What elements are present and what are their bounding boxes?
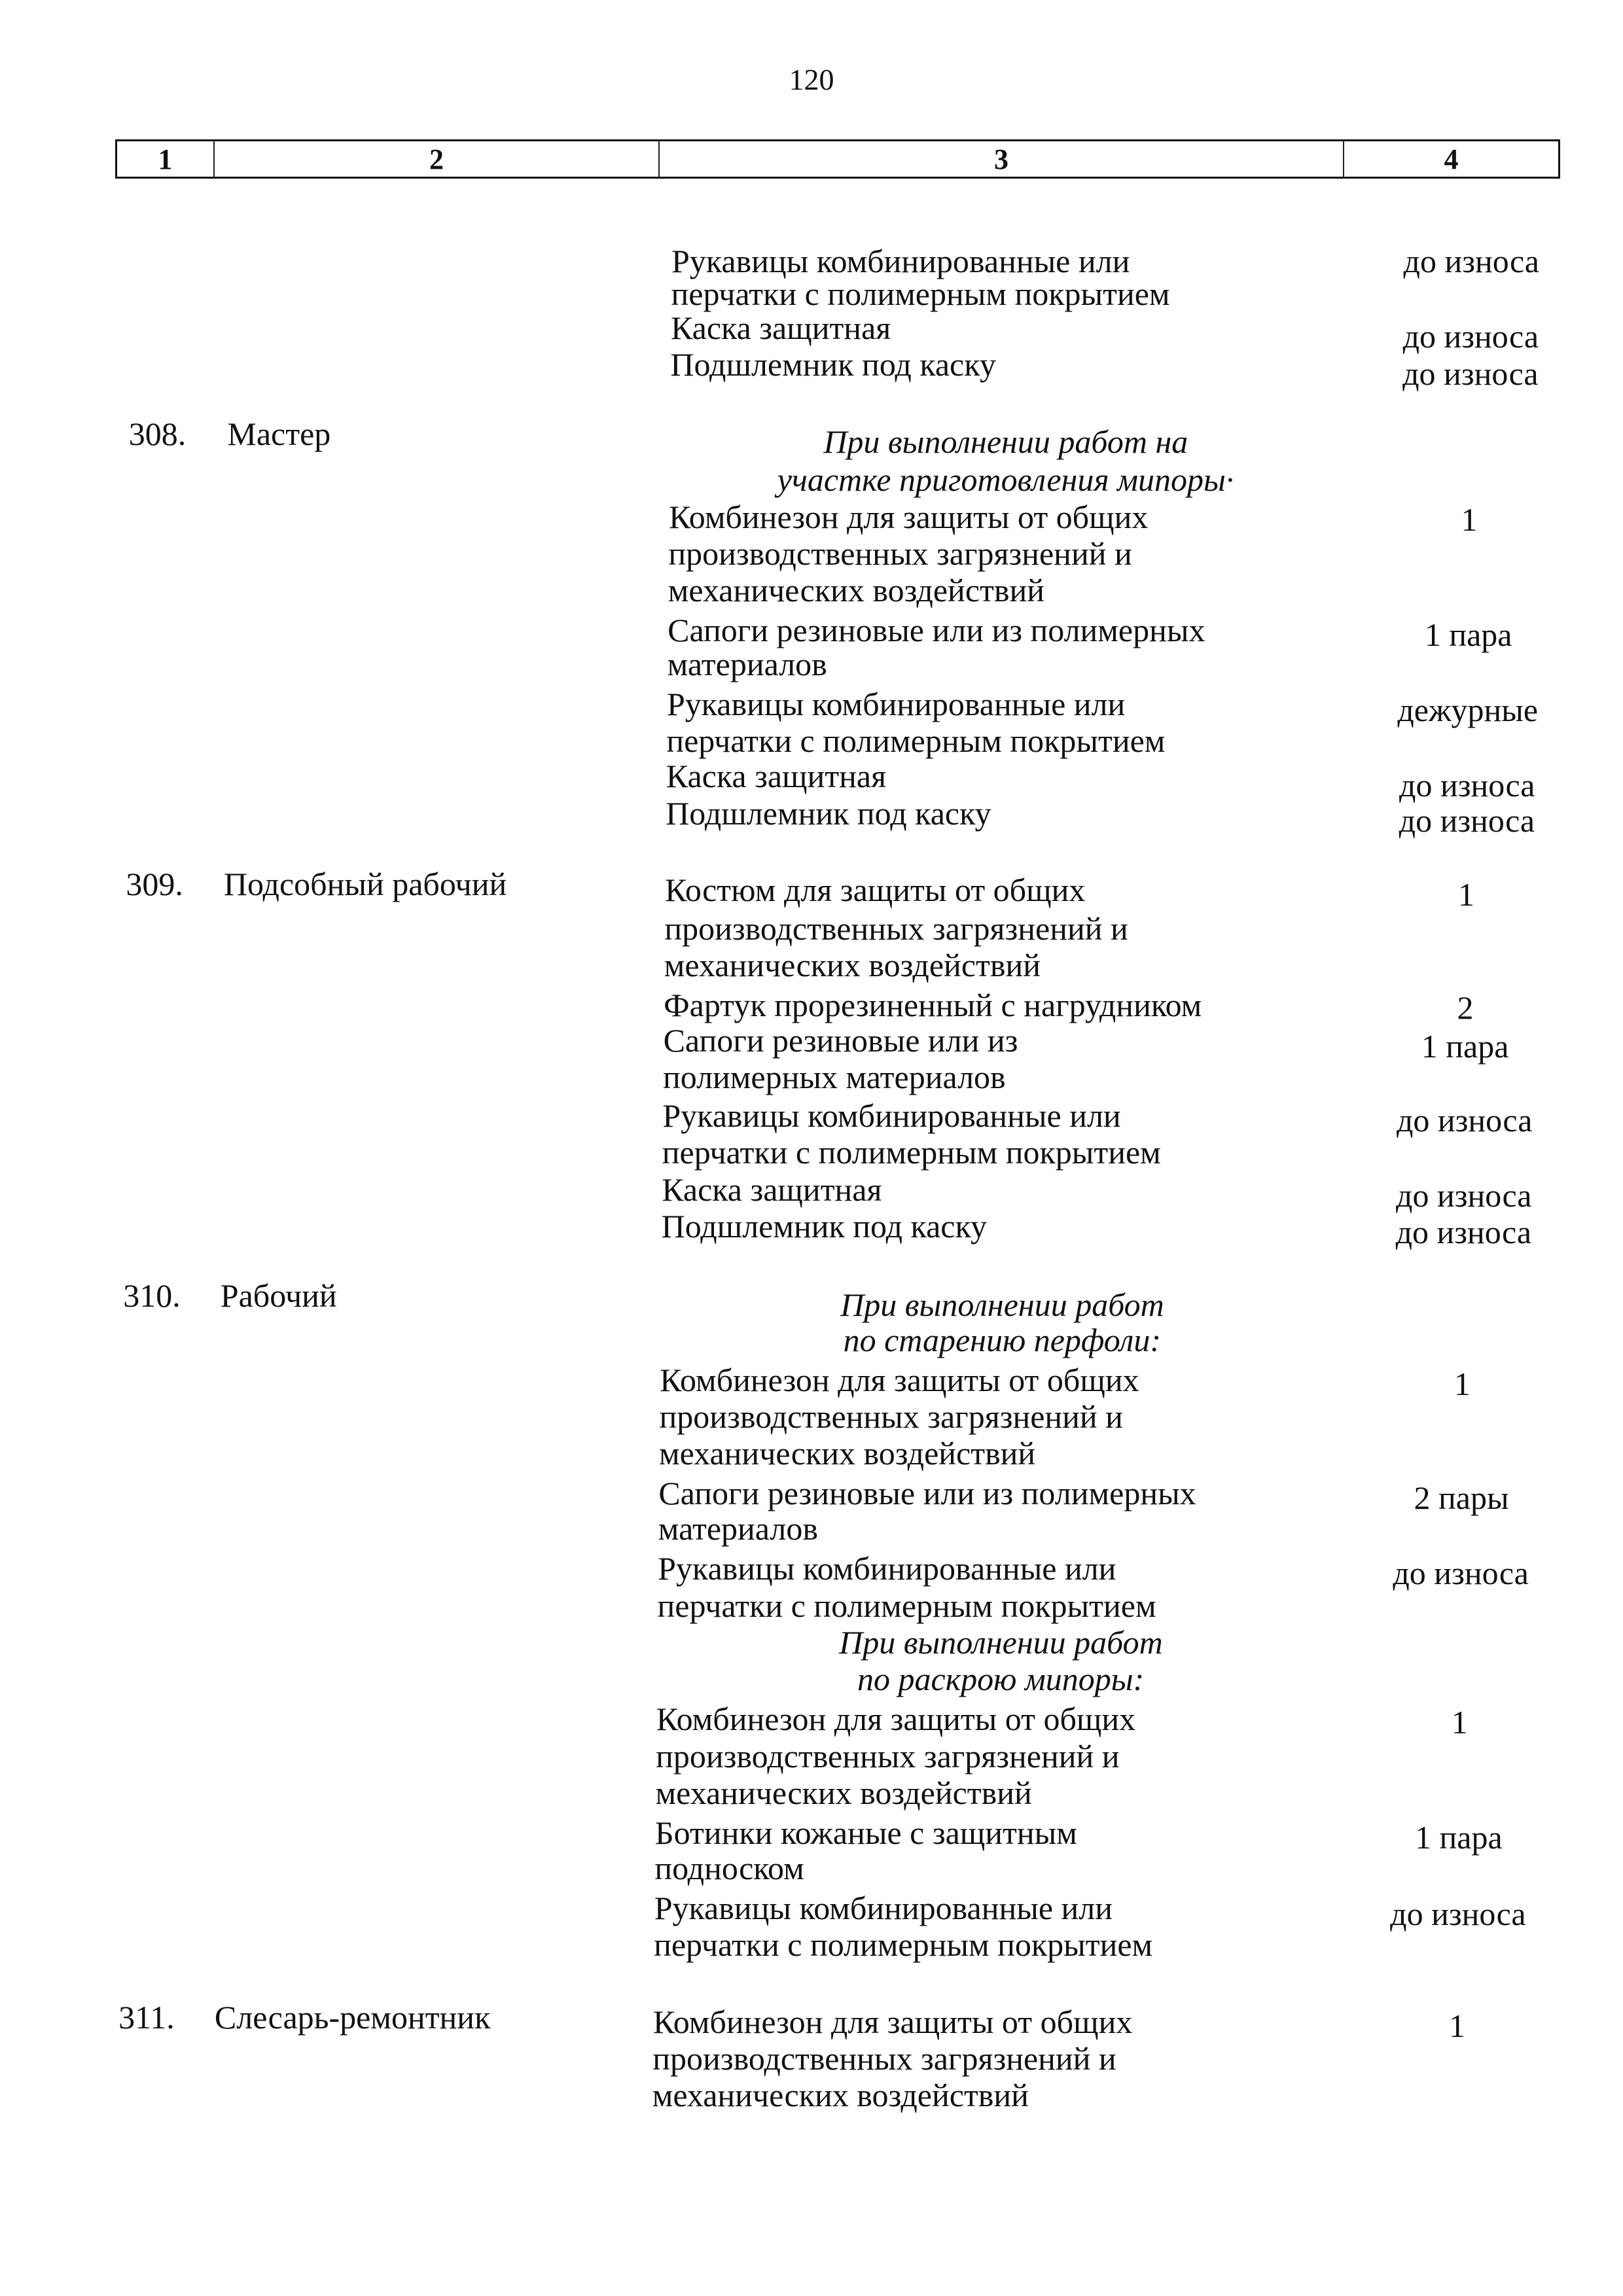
ppe-item-line: Комбинезон для защиты от общих xyxy=(652,2003,1133,2040)
header-col-1: 1 xyxy=(117,141,215,177)
header-col-4: 4 xyxy=(1444,143,1459,175)
ppe-quantity: до износа xyxy=(1395,1214,1532,1251)
ppe-item-line: Сапоги резиновые или из полимерных xyxy=(668,612,1205,649)
ppe-item-line: Каска защитная xyxy=(666,758,887,795)
header-col-3: 3 xyxy=(660,141,1344,177)
ppe-quantity: 1 xyxy=(1454,1366,1471,1403)
ppe-item-line: Рукавицы комбинированные или xyxy=(662,1097,1121,1135)
ppe-item-line: Каска защитная xyxy=(670,309,891,346)
ppe-quantity: 1 xyxy=(1457,875,1474,913)
ppe-item-line: Подшлемник под каску xyxy=(666,794,991,832)
work-condition: При выполнении работ xyxy=(839,1624,1163,1661)
ppe-item-line: механических воздействий xyxy=(668,572,1044,609)
ppe-item-line: полимерных материалов xyxy=(662,1059,1006,1096)
table-header xyxy=(115,139,1560,179)
ppe-item-line: производственных загрязнений и xyxy=(659,1398,1123,1436)
ppe-item-line: производственных загрязнений и xyxy=(652,2040,1116,2077)
ppe-item-line: Комбинезон для защиты от общих xyxy=(660,1361,1139,1398)
ppe-item-line: Сапоги резиновые или из xyxy=(663,1022,1018,1059)
ppe-item-line: механических воздействий xyxy=(658,1435,1036,1472)
ppe-item-line: Рукавицы комбинированные или xyxy=(671,243,1130,280)
ppe-quantity: 1 xyxy=(1461,501,1478,538)
work-condition: участке приготовления мипоры· xyxy=(777,461,1234,499)
ppe-item-line: производственных загрязнений и xyxy=(656,1737,1120,1775)
page-number: 120 xyxy=(789,63,834,96)
ppe-quantity: 2 xyxy=(1457,989,1474,1027)
ppe-item-line: Рукавицы комбинированные или xyxy=(658,1550,1116,1587)
ppe-item-line: производственных загрязнений и xyxy=(668,535,1132,572)
row-number: 310. xyxy=(123,1277,181,1315)
ppe-quantity: 1 xyxy=(1451,1703,1468,1740)
ppe-quantity: 1 пара xyxy=(1424,616,1512,653)
ppe-item-line: Рукавицы комбинированные или xyxy=(666,685,1126,722)
ppe-item-line: перчатки с полимерным покрытием xyxy=(657,1587,1156,1624)
row-number: 308. xyxy=(128,415,187,453)
ppe-item-line: Подшлемник под каску xyxy=(670,346,996,383)
ppe-quantity: дежурные xyxy=(1397,691,1539,728)
row-number: 311. xyxy=(118,1998,175,2036)
ppe-quantity: до износа xyxy=(1390,1895,1526,1932)
ppe-item-line: Сапоги резиновые или из полимерных xyxy=(658,1475,1196,1512)
ppe-item-line: Комбинезон для защиты от общих xyxy=(656,1701,1136,1738)
ppe-item-line: Рукавицы комбинированные или xyxy=(654,1889,1113,1926)
profession-name: Мастер xyxy=(227,415,331,453)
ppe-quantity: 1 xyxy=(1449,2007,1466,2045)
ppe-item-line: Фартук прорезиненный с нагрудником xyxy=(664,986,1202,1023)
ppe-quantity: 1 пара xyxy=(1421,1028,1509,1065)
ppe-quantity: 1 пара xyxy=(1415,1818,1503,1856)
ppe-item-line: механических воздействий xyxy=(655,1775,1032,1812)
work-condition: При выполнении работ на xyxy=(823,423,1188,460)
ppe-quantity: до износа xyxy=(1396,1176,1532,1214)
row-number: 309. xyxy=(126,866,183,902)
ppe-item-line: материалов xyxy=(658,1510,818,1547)
ppe-item-line: материалов xyxy=(667,646,827,682)
ppe-item-line: Ботинки кожаные с защитным xyxy=(654,1814,1077,1851)
ppe-item-line: перчатки с полимерным покрытием xyxy=(671,275,1170,312)
profession-name: Рабочий xyxy=(220,1277,337,1315)
profession-name: Слесарь-ремонтник xyxy=(214,1998,491,2036)
ppe-item-line: подноском xyxy=(654,1850,804,1887)
ppe-quantity: до износа xyxy=(1399,802,1535,839)
ppe-quantity: до износа xyxy=(1402,318,1539,355)
ppe-item-line: перчатки с полимерным покрытием xyxy=(662,1134,1161,1171)
ppe-quantity: до износа xyxy=(1402,355,1539,392)
ppe-item-line: механических воздействий xyxy=(652,2077,1029,2114)
profession-name: Подсобный рабочий xyxy=(223,866,507,902)
ppe-quantity: до износа xyxy=(1396,1101,1533,1139)
work-condition: по старению перфоли: xyxy=(843,1321,1161,1358)
ppe-item-line: Костюм для защиты от общих xyxy=(664,872,1086,909)
ppe-item-line: перчатки с полимерным покрытием xyxy=(654,1926,1153,1964)
ppe-item-line: Подшлемник под каску xyxy=(661,1208,988,1245)
ppe-item-line: Каска защитная xyxy=(662,1171,882,1208)
work-condition: по раскрою мипоры: xyxy=(857,1661,1145,1698)
ppe-quantity: 2 пары xyxy=(1414,1479,1509,1517)
work-condition: При выполнении работ xyxy=(840,1286,1164,1323)
ppe-quantity: до износа xyxy=(1403,243,1539,280)
header-col-2: 2 xyxy=(215,141,660,177)
ppe-item-line: перчатки с полимерным покрытием xyxy=(666,722,1166,760)
ppe-item-line: Комбинезон для защиты от общих xyxy=(668,498,1149,535)
ppe-item-line: производственных загрязнений и xyxy=(664,910,1128,947)
ppe-quantity: до износа xyxy=(1393,1555,1529,1592)
ppe-quantity: до износа xyxy=(1399,766,1535,804)
ppe-item-line: механических воздействий xyxy=(664,947,1041,984)
